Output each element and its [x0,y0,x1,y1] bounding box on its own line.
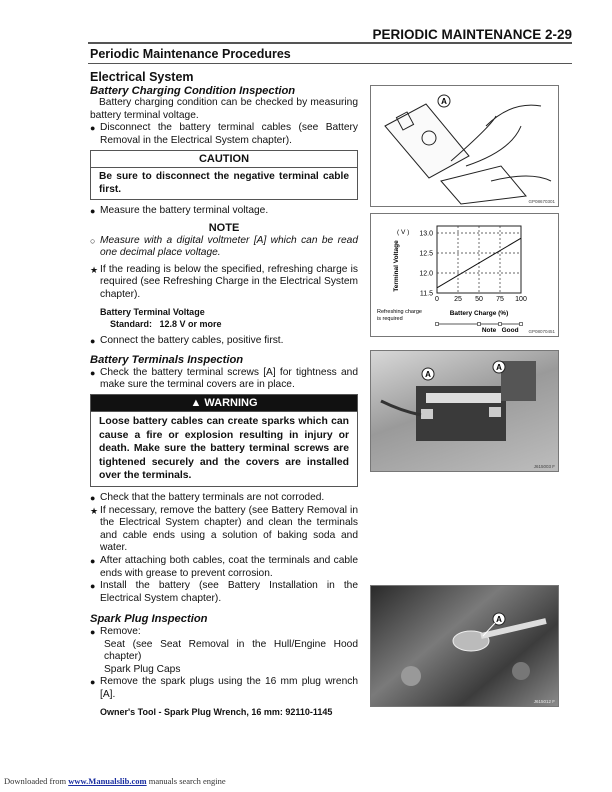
bullet [90,335,358,348]
figure-code: J615012 F [533,699,555,704]
y-tick-label: 12.5 [419,250,433,258]
spec-title: Battery Terminal Voltage [100,306,205,317]
y-tick-label: 12.0 [419,270,433,278]
note [90,235,358,260]
x-tick-label: 100 [515,296,527,303]
good-range-label: Good [501,327,519,334]
caution-text: Be sure to disconnect the negative terminal cable first. [99,171,349,195]
bullet [90,676,358,701]
manualslib-link[interactable]: www.Manualslib.com [68,776,147,786]
y-unit: ( V ) [397,229,410,236]
bullet-icon: ● [90,581,96,592]
footer-suffix: manuals search engine [148,776,226,786]
star-item [90,505,358,555]
charging-title: Battery Charging Condition Inspection [90,84,296,97]
electrical-title: Electrical System [90,70,194,84]
bullet-text: Disconnect the battery terminal cables (see Battery Removal in the Electrical System chapter). [100,122,358,146]
warning-text: Loose battery cables can create sparks which can cause a fire or explosion resulting in injury or death. Make sure the battery terminal screws are tightened securely and the covers are installed over the terminals. [99,416,349,482]
x-tick-label: 75 [496,296,504,303]
y-tick-label: 11.5 [419,290,433,298]
warning-header [91,395,357,413]
bullet [90,492,358,505]
range-marker [499,323,502,326]
note-range-label: Note [481,327,497,334]
terminals-title: Battery Terminals Inspection [90,354,244,367]
x-tick-label: 50 [475,296,483,303]
section-title: Periodic Maintenance Procedures [90,47,291,61]
callout-label: A [496,363,502,372]
bullet-icon: ● [90,626,96,637]
figure-code: GP08670301 [528,199,555,204]
star-text: If necessary, remove the battery (see Battery Removal in the Electrical System chapter) and clean the terminals and cable ends using a solution of baking soda and water. [100,504,358,554]
sub-item: Seat (see Seat Removal in the Hull/Engine Hood chapter) [104,638,358,663]
bullet [90,367,358,392]
spark-plug-photo [370,585,559,707]
warning-box [90,394,358,487]
engine-drawing [371,586,558,706]
star-icon: ★ [90,264,99,275]
page-header: PERIODIC MAINTENANCE 2-29 [372,27,572,42]
header-rule [88,42,572,44]
spec-label: Standard: [110,318,153,329]
bullet [90,205,358,218]
text-column [90,71,358,723]
x-axis-label: Battery Charge (%) [449,310,509,317]
range-marker [520,323,523,326]
y-axis-label: Terminal Voltage [393,240,400,292]
spark-title: Spark Plug Inspection [90,613,208,626]
tool-spec: Owner's Tool - Spark Plug Wrench, 16 mm: 92110-1145 [100,707,333,718]
bullet [90,580,358,605]
bullet-icon: ● [90,367,96,378]
voltmeter-drawing [371,86,558,206]
callout-label: A [496,615,502,624]
bullet-text: Remove the spark plugs using the 16 mm plug wrench [A]. [100,676,358,700]
voltmeter-illustration [370,85,559,207]
warning-triangle-icon: ▲ [190,396,202,409]
star-text: If the reading is below the specified, refreshing charge is required (see Refreshing Charge in the Electrical System chapter). [100,263,358,300]
bullet-text: Remove: [100,625,141,637]
range-marker [436,323,439,326]
battery-terminals-photo [370,350,559,472]
warning-title: WARNING [204,396,258,409]
bullet-icon: ● [90,206,96,217]
chart-svg [371,214,558,336]
star-icon: ★ [90,505,99,516]
note-text: Measure with a digital voltmeter [A] which can be read one decimal place voltage. [100,234,358,259]
footer-prefix: Downloaded from [4,776,67,786]
x-tick-label: 25 [454,296,462,303]
y-tick-label: 13.0 [419,230,433,238]
caution-box [90,150,358,201]
sub-item: Spark Plug Caps [104,663,181,675]
chart-code: GP08070451 [528,329,555,334]
bullet-text: Check that the battery terminals are not corroded. [100,491,325,503]
battery-drawing [371,351,558,471]
callout-label: A [425,370,431,379]
charging-intro: Battery charging condition can be checked by measuring battery terminal voltage. [90,97,358,121]
star-item [90,264,358,302]
bullet-icon: ● [90,123,96,134]
bullet-text: After attaching both cables, coat the terminals and cable ends with grease to prevent corrosion. [100,554,358,579]
bullet-text: Connect the battery cables, positive first. [100,334,284,346]
series-line [437,238,521,288]
spec-block [100,306,358,330]
figure-code: J615003 F [533,464,555,469]
spec-value: 12.8 V or more [159,318,222,329]
refresh-annotation: Refreshing charge [377,309,422,315]
footer [4,776,226,786]
bullet-text: Install the battery (see Battery Installation in the Electrical System chapter). [100,580,358,604]
bullet [90,626,358,639]
x-tick-label: 0 [435,296,439,303]
bullet [90,122,358,147]
note-title: NOTE [208,221,240,234]
caution-title: CAUTION [91,151,357,169]
bullet-icon: ● [90,677,96,688]
refresh-annotation-2: is required [377,316,403,322]
bullet-icon: ● [90,492,96,503]
bullet-icon: ● [90,555,96,566]
voltage-chart [370,213,559,337]
bullet-text: Check the battery terminal screws [A] for tightness and make sure the terminal covers are in place. [100,366,358,391]
circle-icon: ○ [90,235,96,246]
callout-label: A [441,97,447,106]
bullet-icon: ● [90,335,96,346]
bullet-text: Measure the battery terminal voltage. [100,205,269,217]
section-rule [88,63,572,64]
bullet [90,555,358,580]
range-marker [478,323,481,326]
